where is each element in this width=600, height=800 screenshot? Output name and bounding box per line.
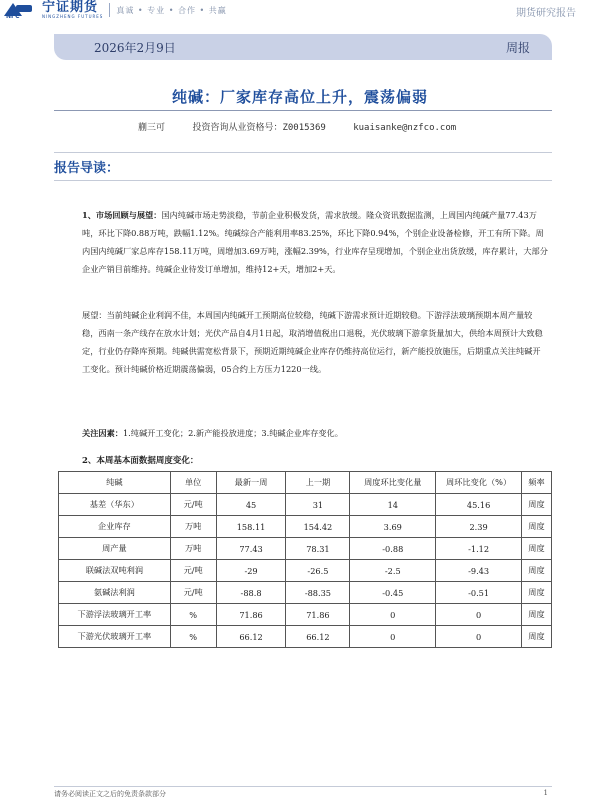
focus-paragraph (82, 424, 548, 442)
guide-heading: 报告导读： (54, 161, 120, 176)
table-cell: 71.86 (286, 604, 350, 626)
author-name: 蒯三可 (138, 123, 166, 133)
table-cell: 77.43 (216, 538, 286, 560)
guide-divider (54, 180, 552, 181)
outlook-body: 当前纯碱企业利润不佳，本周国内纯碱开工预期高位较稳，纯碱下游需求预计近期较稳。下游浮法玻璃预期本周产量较稳，西南一条产线存在放水计划；光伏产品自4月1日起，取消增值税出口退税，光伏玻璃下游拿货量加大，供给本周预计大致稳定，行业仍存降库预期。纯碱供需宽松背景下，预期近期纯碱企业库存仍维持高位运行，新产能投放施压，后期重点关注纯碱开工变化。预计纯碱价格近期震荡偏弱，05合约上方压力1220一线。 (82, 310, 543, 374)
table-cell: 14 (350, 494, 436, 516)
company-logo (4, 0, 227, 20)
table-cell: 66.12 (286, 626, 350, 648)
table-cell: -2.5 (350, 560, 436, 582)
report-kind: 周报 (505, 41, 530, 55)
table-header-cell: 周度环比变化量 (350, 472, 436, 494)
table-row-label: 企业库存 (59, 516, 171, 538)
table-cell: 万吨 (170, 538, 216, 560)
table-cell: 周度 (522, 582, 552, 604)
table-row (59, 560, 552, 582)
table-header-cell: 频率 (522, 472, 552, 494)
table-row-label: 下游光伏玻璃开工率 (59, 626, 171, 648)
table-header-cell: 上一期 (286, 472, 350, 494)
table-cell: -0.88 (350, 538, 436, 560)
table-cell: -26.5 (286, 560, 350, 582)
logo-english-name: NINGZHENG FUTURES (42, 13, 104, 19)
table-header-cell: 单位 (170, 472, 216, 494)
author-line (138, 120, 478, 133)
focus-body: 1.纯碱开工变化；2.新产能投放进度；3.纯碱企业库存变化。 (122, 428, 343, 438)
table-row (59, 604, 552, 626)
table-row-label: 下游浮法玻璃开工率 (59, 604, 171, 626)
table-row (59, 538, 552, 560)
footer-divider (54, 786, 552, 787)
table-cell: 元/吨 (170, 582, 216, 604)
author-email: kuaisanke@nzfco.com (353, 123, 457, 133)
title-divider (54, 110, 552, 111)
author-license: 投资咨询从业资格号：Z0015369 (192, 123, 326, 133)
page-header (0, 0, 600, 22)
date-banner (54, 34, 552, 60)
table-cell: 158.11 (216, 516, 286, 538)
table-row (59, 494, 552, 516)
table-cell: 154.42 (286, 516, 350, 538)
table-cell: 45 (216, 494, 286, 516)
logo-mark-icon: NFC (4, 2, 38, 18)
table-cell: 0 (436, 626, 522, 648)
table-cell: 周度 (522, 538, 552, 560)
table-cell: -0.51 (436, 582, 522, 604)
section1-heading: 1、市场回顾与展望： (82, 210, 162, 220)
table-cell: 元/吨 (170, 494, 216, 516)
logo-name: 宁证期货 (42, 0, 99, 15)
table-cell: 周度 (522, 604, 552, 626)
table-cell: 3.69 (350, 516, 436, 538)
table-cell: 2.39 (436, 516, 522, 538)
table-cell: 元/吨 (170, 560, 216, 582)
table-cell: 71.86 (216, 604, 286, 626)
table-cell: 周度 (522, 626, 552, 648)
table-row (59, 626, 552, 648)
table-cell: 45.16 (436, 494, 522, 516)
table-cell: 78.31 (286, 538, 350, 560)
table-cell: -29 (216, 560, 286, 582)
table-cell: -88.35 (286, 582, 350, 604)
table-header-cell: 最新一周 (216, 472, 286, 494)
market-review-paragraph (82, 206, 548, 278)
table-cell: -0.45 (350, 582, 436, 604)
company-slogan: 真诚 • 专业 • 合作 • 共赢 (116, 5, 227, 15)
table-cell: 66.12 (216, 626, 286, 648)
table-cell: -9.43 (436, 560, 522, 582)
focus-label: 关注因素： (82, 428, 123, 438)
table-cell: 31 (286, 494, 350, 516)
table-cell: 周度 (522, 494, 552, 516)
table-row-label: 氨碱法利润 (59, 582, 171, 604)
table-cell: 0 (436, 604, 522, 626)
table-row (59, 516, 552, 538)
page-number: 1 (543, 789, 548, 797)
table-cell: -88.8 (216, 582, 286, 604)
table-cell: % (170, 626, 216, 648)
table-row-label: 联碱法双吨利润 (59, 560, 171, 582)
section1-body: 国内纯碱市场走势淡稳，节前企业积极发货，需求放缓。隆众资讯数据监测，上周国内纯碱产量77.43万吨，环比下降0.88万吨，跌幅1.12%。纯碱综合产能利用率83.25%，环比下降0.94%，个别企业设备检修，开工有所下降。周内国内纯碱厂家总库存158.11万吨，周增加3.69万吨，涨幅2.39%，行业库存呈现增加，个别企业出货放缓，库存累计，大部分企业产销目前维持。纯碱企业待发订单增加，维持12+天，增加2+天。 (82, 210, 548, 274)
logo-divider (109, 3, 110, 17)
table-cell: 周度 (522, 516, 552, 538)
disclaimer-note: 请务必阅读正文之后的免责条款部分 (54, 790, 166, 798)
report-date: 2026年2月9日 (94, 41, 176, 55)
weekly-data-table (58, 471, 552, 648)
outlook-paragraph (82, 306, 548, 378)
guide-top-divider (54, 152, 552, 153)
report-type-label: 期货研究报告 (516, 8, 576, 19)
table-row-label: 周产量 (59, 538, 171, 560)
table-header-cell: 周环比变化（%） (436, 472, 522, 494)
table-cell: 万吨 (170, 516, 216, 538)
outlook-label: 展望： (82, 310, 107, 320)
table-cell: 0 (350, 626, 436, 648)
report-title: 纯碱：厂家库存高位上升，震荡偏弱 (171, 88, 428, 106)
table-header-cell: 纯碱 (59, 472, 171, 494)
table-row-label: 基差（华东） (59, 494, 171, 516)
section2-heading: 2、本周基本面数据周度变化： (82, 456, 199, 466)
table-cell: -1.12 (436, 538, 522, 560)
table-cell: 周度 (522, 560, 552, 582)
table-header-row (59, 472, 552, 494)
table-cell: 0 (350, 604, 436, 626)
table-cell: % (170, 604, 216, 626)
table-row (59, 582, 552, 604)
